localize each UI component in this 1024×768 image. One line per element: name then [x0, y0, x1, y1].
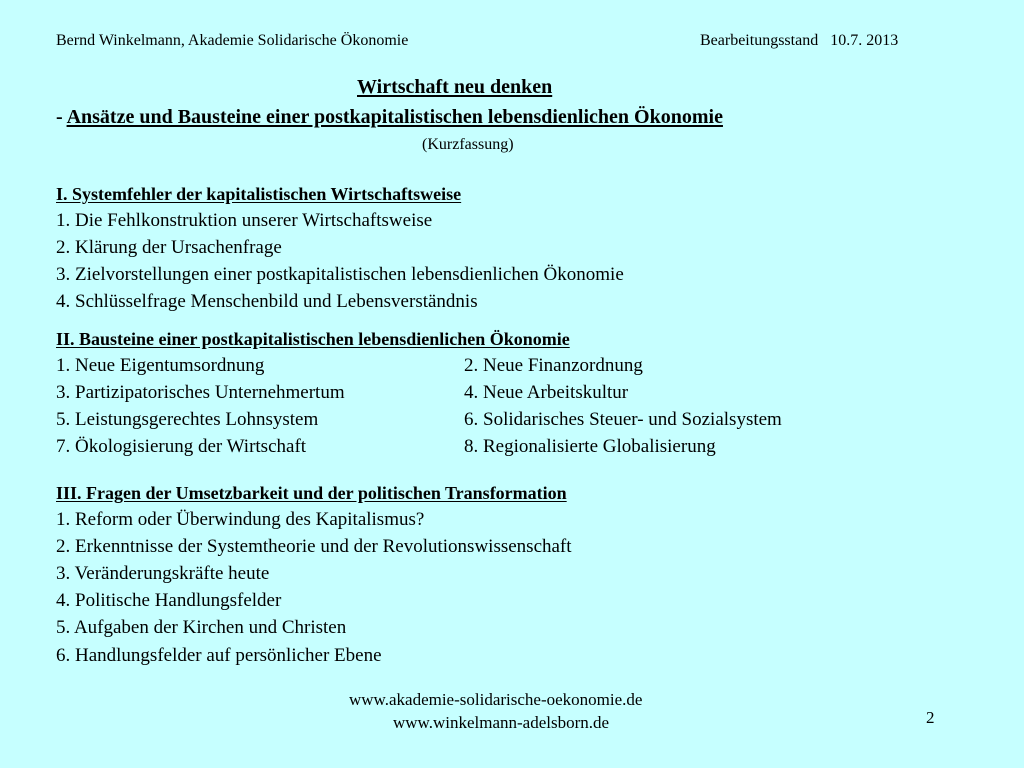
section3-heading: III. Fragen der Umsetzbarkeit und der politischen Transformation: [56, 483, 567, 503]
header-date: 10.7. 2013: [830, 32, 899, 49]
section3-item: 3. Veränderungskräfte heute: [56, 563, 270, 584]
page-title: Wirtschaft neu denken: [357, 76, 553, 98]
subtitle-text: Ansätze und Bausteine einer postkapitalistischen lebensdienlichen Ökonomie: [66, 106, 723, 128]
section1-heading: I. Systemfehler der kapitalistischen Wirtschaftsweise: [56, 184, 462, 204]
section3-item: 4. Politische Handlungsfelder: [56, 590, 282, 611]
section1-item: 2. Klärung der Ursachenfrage: [56, 237, 282, 258]
subtitle-dash: -: [56, 106, 67, 128]
page-subtitle: [56, 106, 723, 129]
header-author: Bernd Winkelmann, Akademie Solidarische Ökonomie: [56, 32, 409, 49]
section2-item-left: 5. Leistungsgerechtes Lohnsystem: [56, 409, 319, 430]
footer-link-winkelmann[interactable]: www.winkelmann-adelsborn.de: [393, 713, 610, 732]
section1-item: 4. Schlüsselfrage Menschenbild und Lebensverständnis: [56, 291, 478, 312]
section1-item: 1. Die Fehlkonstruktion unserer Wirtschaftsweise: [56, 210, 433, 231]
section1-item: 3. Zielvorstellungen einer postkapitalistischen lebensdienlichen Ökonomie: [56, 264, 624, 285]
section2-item-right: 6. Solidarisches Steuer- und Sozialsystem: [464, 409, 782, 430]
section2-item-left: 1. Neue Eigentumsordnung: [56, 355, 265, 376]
section3-item: 6. Handlungsfelder auf persönlicher Ebene: [56, 645, 382, 666]
section3-item: 1. Reform oder Überwindung des Kapitalismus?: [56, 509, 425, 530]
footer-link-academy[interactable]: www.akademie-solidarische-oekonomie.de: [349, 690, 643, 709]
section3-item: 2. Erkenntnisse der Systemtheorie und der Revolutionswissenschaft: [56, 536, 572, 557]
section2-item-left: 7. Ökologisierung der Wirtschaft: [56, 436, 307, 457]
section3-item: 5. Aufgaben der Kirchen und Christen: [56, 617, 347, 638]
section2-item-right: 4. Neue Arbeitskultur: [464, 382, 629, 403]
title-note: (Kurzfassung): [422, 136, 514, 153]
header-status: [700, 32, 898, 50]
section2-item-left: 3. Partizipatorisches Unternehmertum: [56, 382, 345, 403]
section2-heading: II. Bausteine einer postkapitalistischen lebensdienlichen Ökonomie: [56, 329, 570, 349]
section2-item-right: 2. Neue Finanzordnung: [464, 355, 643, 376]
header-status-label: Bearbeitungsstand: [700, 32, 819, 49]
section2-item-right: 8. Regionalisierte Globalisierung: [464, 436, 716, 457]
page-number: 2: [926, 708, 935, 727]
